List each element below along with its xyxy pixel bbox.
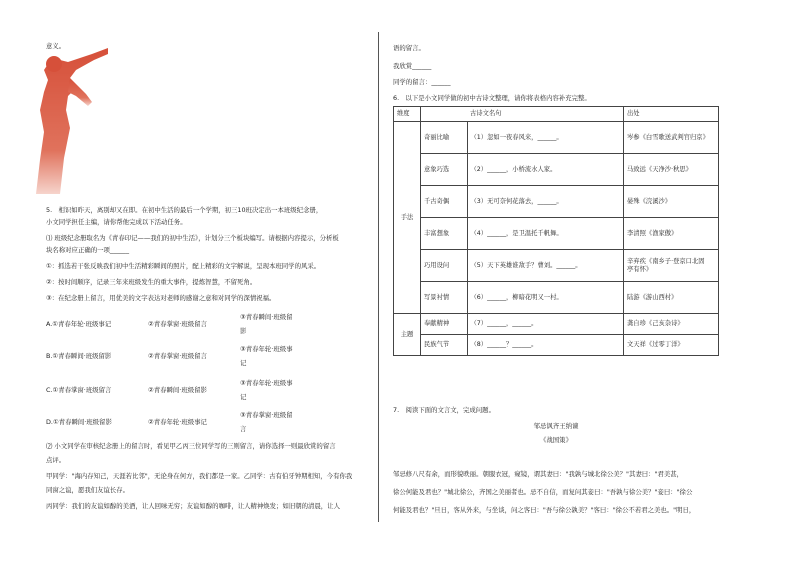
table-header: 古诗文名句 — [467, 107, 624, 122]
table-cell — [624, 250, 719, 282]
passage-title: 邹忌讽齐王纳谏 — [533, 422, 579, 430]
table-cell: 写景衬情 — [421, 282, 468, 314]
passage-line: 邹忌修八尺有余，而形貌昳丽。朝服衣冠，窥镜，谓其妻曰："我孰与城北徐公美？"其妻曰："君美甚， — [393, 470, 684, 478]
item-1: ①：抓选若干张反映我们初中生活精彩瞬间的照片，配上精彩的文字解说，呈现本班同学的风采。 — [46, 262, 321, 270]
table-cell: （6）______，柳暗花明又一村。 — [467, 282, 624, 314]
table-cell: （1）忽如一夜春风来，______。 — [467, 122, 624, 154]
option-c[interactable]: C.①青春掌窗·班级留言 — [46, 386, 112, 394]
table-header: 出处 — [624, 107, 719, 122]
table-cell: 李清照《渔家傲》 — [624, 218, 719, 250]
table-cell: （2）______，小桥流水人家。 — [467, 154, 624, 186]
table-cell: 意象巧选 — [421, 154, 468, 186]
table-cell: 岑参《白雪歌送武判官归京》 — [624, 122, 719, 154]
option-c: ③青春年轮·班级事 — [240, 379, 293, 387]
passage-line: 徐公何能及君也？"城北徐公，齐国之美丽者也。忌不自信，而复问其妾曰："吾孰与徐公美？"妾曰："徐公 — [393, 488, 693, 496]
option-d: ③青春掌窗·班级留 — [240, 411, 293, 419]
group-label: 手法 — [394, 122, 421, 314]
table-cell: 陆游《游山西村》 — [624, 282, 719, 314]
table-cell: 晏殊《浣溪沙》 — [624, 186, 719, 218]
table-cell: 丰富想象 — [421, 218, 468, 250]
question-5-1: 块名称对应正确的一项______ — [46, 246, 130, 254]
question-5-stem: 小文同学担任主编，请你帮他完成以下活动任务。 — [46, 218, 187, 226]
answer-line: 同学的留言：______ — [393, 78, 451, 86]
passage-source: 《战国策》 — [540, 436, 572, 444]
trumpeter-illustration — [30, 48, 110, 194]
table-row — [394, 314, 719, 335]
table-row — [394, 282, 719, 314]
table-row — [394, 218, 719, 250]
table-header: 维度 — [394, 107, 421, 122]
table-cell: （5）天下英雄谁敌手？曹刘。______。 — [467, 250, 624, 282]
question-7-stem: 7. 阅读下面的文言文，完成问题。 — [393, 406, 495, 414]
option-b: ②青春掌窗·班级留言 — [148, 352, 207, 360]
question-5-2: 点评。 — [46, 456, 66, 464]
option-d[interactable]: D.①青春瞬间·班级留影 — [46, 418, 112, 426]
table-row — [394, 186, 719, 218]
table-cell: （7）______，______。 — [467, 314, 624, 335]
comment-jia: 甲同学："海内存知己，天涯若比邻"，无论身在何方，我们都是一家。乙同学：古有伯牙钟期相知，今有你我 — [46, 472, 353, 480]
option-d: ②青春年轮·班级事记 — [148, 418, 207, 426]
option-b[interactable]: B.①青春瞬间·班级留影 — [46, 352, 112, 360]
table-cell: 马致远《天净沙·秋思》 — [624, 154, 719, 186]
comment-jia: 同窗之谊，愿我们友谊长存。 — [46, 486, 130, 494]
column-divider — [378, 32, 379, 522]
option-a: ②青春掌窗·班级留言 — [148, 320, 207, 328]
comment-bing: 丙同学：我们的友谊如醇的美酒，让人回味无穷；友谊如醇的咖啡，让人精神焕发；如旧朝的清晨，让人 — [46, 502, 340, 510]
option-c: ②青春瞬间·班级留影 — [148, 386, 207, 394]
table-cell: 龚自珍《己亥杂诗》 — [624, 314, 719, 335]
option-a: 影 — [240, 327, 247, 335]
table-row — [394, 335, 719, 356]
question-5-stem: 5. 相识如昨天，离别却又在即。在初中生活的最后一个学期，初三10班决定出一本班级纪念册， — [46, 206, 323, 214]
option-a[interactable]: A.①青春年轮·班级事记 — [46, 320, 112, 328]
answer-line: 我欣赏______ — [393, 62, 432, 70]
option-a: ③青春瞬间·班级留 — [240, 313, 293, 321]
text-line: 语的留言。 — [393, 44, 425, 52]
item-2: ②：按时间顺序，记录三年来班级发生的重大事件，提炼智慧，不留死角。 — [46, 278, 257, 286]
table-cell: 民族气节 — [421, 335, 468, 356]
table-cell: 奉献精神 — [421, 314, 468, 335]
option-b: 记 — [240, 359, 247, 367]
table-cell: 文天祥《过零丁洋》 — [624, 335, 719, 356]
table-row — [394, 250, 719, 282]
passage-line: 何能及君也？"旦日，客从外来，与坐谈，问之客曰："吾与徐公孰美？"客曰："徐公不若君之美也。"明日， — [393, 506, 696, 514]
text-line: 意义。 — [46, 42, 66, 50]
table-cell: 巧用设问 — [421, 250, 468, 282]
table-cell: 千古奇偶 — [421, 186, 468, 218]
question-6-stem: 6. 以下是小文同学做的初中古诗文整理，请你将表格内容补充完整。 — [393, 94, 591, 102]
source-line: 辛弃疾《南乡子·登京口北固 — [627, 257, 705, 265]
item-3: ③：在纪念册上留言，用优美的文字表达对老师的感谢之意和对同学的深情祝福。 — [46, 294, 276, 302]
question-5-1: ⑴ 班级纪念册取名为《青春印记——我们的初中生活》，计划分三个板块编写。请根据内容提示，分析板 — [46, 234, 339, 242]
table-cell: （4）______，是卫温托千帆舞。 — [467, 218, 624, 250]
table-row — [394, 154, 719, 186]
poetry-table — [393, 106, 719, 356]
table-cell: （3）无可奈何花落去，______。 — [467, 186, 624, 218]
table-cell: （8）______？______。 — [467, 335, 624, 356]
group-label: 主题 — [394, 314, 421, 356]
table-row — [394, 122, 719, 154]
option-c: 记 — [240, 393, 247, 401]
table-cell: 奇丽比喻 — [421, 122, 468, 154]
option-b: ③青春年轮·班级事 — [240, 345, 293, 353]
question-5-2: ⑵ 小文同学在审核纪念册上的留言时，看见甲乙丙三位同学写的三则留言，请你选择一则最欣赏的留言 — [46, 442, 336, 450]
source-line: 亭有怀》 — [627, 265, 653, 273]
option-d: 言 — [240, 425, 247, 433]
